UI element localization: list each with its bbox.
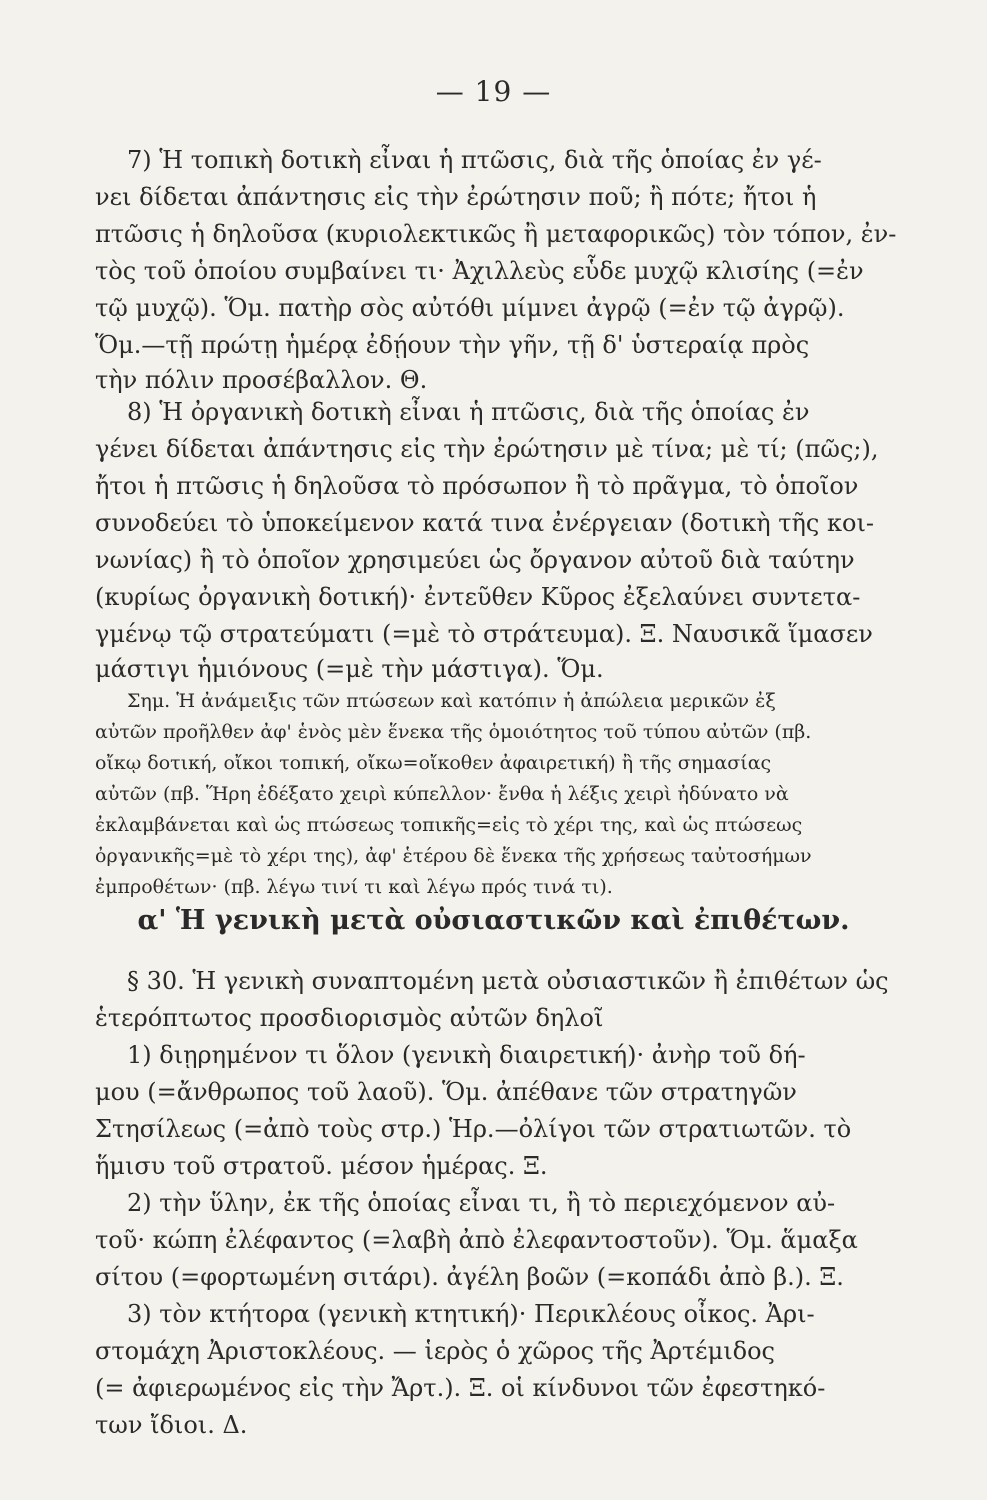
section30-line: μου (=ἄνθρωπος τοῦ λαοῦ). Ὅμ. ἀπέθανε τῶν στρατηγῶν bbox=[95, 1078, 797, 1106]
note-line: αὐτῶν (πβ. Ἥρη ἐδέξατο χειρὶ κύπελλον· ἔνθα ἡ λέξις χειρὶ ἠδύνατο νὰ bbox=[95, 783, 789, 805]
section8-line: συνοδεύει τὸ ὑποκείμενον κατά τινα ἐνέργειαν (δοτικὴ τῆς κοι- bbox=[95, 509, 874, 537]
note-line: ἐμπροθέτων· (πβ. λέγω τινί τι καὶ λέγω πρός τινά τι). bbox=[95, 876, 613, 898]
note-line: οἴκῳ δοτική, οἴκοι τοπική, οἴκω=οἴκοθεν ἀφαιρετική) ἢ τῆς σημασίας bbox=[95, 752, 772, 774]
section7-line: πτῶσις ἡ δηλοῦσα (κυριολεκτικῶς ἢ μεταφορικῶς) τὸν τόπον, ἐν- bbox=[95, 220, 897, 248]
section30-line: ἑτερόπτωτος προσδιορισμὸς αὐτῶν δηλοῖ bbox=[95, 1004, 604, 1032]
section8-line: γένει δίδεται ἀπάντησις εἰς τὴν ἐρώτησιν μὲ τίνα; μὲ τί; (πῶς;), bbox=[95, 435, 879, 463]
section30-line: § 30. Ἡ γενικὴ συναπτομένη μετὰ οὐσιαστικῶν ἢ ἐπιθέτων ὡς bbox=[127, 967, 889, 995]
section7-line: νει δίδεται ἀπάντησις εἰς τὴν ἐρώτησιν ποῦ; ἢ πότε; ἤτοι ἡ bbox=[95, 183, 817, 211]
section8-line: (κυρίως ὀργανικὴ δοτική)· ἐντεῦθεν Κῦρος ἐξελαύνει συντετα- bbox=[95, 583, 861, 611]
section30-line: 2) τὴν ὕλην, ἐκ τῆς ὁποίας εἶναι τι, ἢ τὸ περιεχόμενον αὐ- bbox=[127, 1189, 836, 1217]
section-heading: α' Ἡ γενικὴ μετὰ οὐσιαστικῶν καὶ ἐπιθέτων. bbox=[137, 905, 850, 936]
section30-line: ἥμισυ τοῦ στρατοῦ. μέσον ἡμέρας. Ξ. bbox=[95, 1152, 548, 1180]
section30-line: των ἴδιοι. Δ. bbox=[95, 1411, 248, 1439]
section30-line: στομάχη Ἀριστοκλέους. — ἱερὸς ὁ χῶρος τῆς Ἀρτέμιδος bbox=[95, 1337, 775, 1365]
section30-line: σίτου (=φορτωμένη σιτάρι). ἀγέλη βοῶν (=κοπάδι ἀπὸ β.). Ξ. bbox=[95, 1263, 844, 1291]
section30-line: Στησίλεως (=ἀπὸ τοὺς στρ.) Ἡρ.—ὀλίγοι τῶν στρατιωτῶν. τὸ bbox=[95, 1115, 852, 1143]
section8-line: νωνίας) ἢ τὸ ὁποῖον χρησιμεύει ὡς ὄργανον αὐτοῦ διὰ ταύτην bbox=[95, 546, 855, 574]
section7-line: 7) Ἡ τοπικὴ δοτικὴ εἶναι ἡ πτῶσις, διὰ τῆς ὁποίας ἐν γέ- bbox=[127, 146, 822, 174]
note-line: Σημ. Ἡ ἀνάμειξις τῶν πτώσεων καὶ κατόπιν ἡ ἀπώλεια μερικῶν ἐξ bbox=[127, 690, 776, 712]
section8-line: γμένῳ τῷ στρατεύματι (=μὲ τὸ στράτευμα). Ξ. Ναυσικᾶ ἵμασεν bbox=[95, 620, 873, 648]
section7-line: τῷ μυχῷ). Ὅμ. πατὴρ σὸς αὐτόθι μίμνει ἀγρῷ (=ἐν τῷ ἀγρῷ). bbox=[95, 294, 845, 322]
section8-line: 8) Ἡ ὀργανικὴ δοτικὴ εἶναι ἡ πτῶσις, διὰ τῆς ὁποίας ἐν bbox=[127, 398, 810, 426]
section30-line: 3) τὸν κτήτορα (γενικὴ κτητική)· Περικλέους οἶκος. Ἀρι- bbox=[127, 1300, 815, 1328]
section30-line: τοῦ· κώπη ἐλέφαντος (=λαβὴ ἀπὸ ἐλεφαντοστοῦν). Ὅμ. ἅμαξα bbox=[95, 1226, 858, 1254]
page-number: — 19 — bbox=[435, 75, 552, 108]
section7-line: τὸς τοῦ ὁποίου συμβαίνει τι· Ἀχιλλεὺς εὗδε μυχῷ κλισίης (=ἐν bbox=[95, 257, 864, 285]
section7-line: Ὅμ.—τῇ πρώτῃ ἡμέρᾳ ἐδῄουν τὴν γῆν, τῇ δ' ὑστεραίᾳ πρὸς bbox=[95, 331, 810, 359]
note-line: αὐτῶν προῆλθεν ἀφ' ἑνὸς μὲν ἕνεκα τῆς ὁμοιότητος τοῦ τύπου αὐτῶν (πβ. bbox=[95, 721, 812, 743]
section30-line: 1) διῃρημένον τι ὅλον (γενικὴ διαιρετική)· ἀνὴρ τοῦ δή- bbox=[127, 1041, 806, 1069]
section30-line: (= ἀφιερωμένος εἰς τὴν Ἄρτ.). Ξ. οἱ κίνδυνοι τῶν ἐφεστηκό- bbox=[95, 1374, 826, 1402]
section8-line: μάστιγι ἡμιόνους (=μὲ τὴν μάστιγα). Ὅμ. bbox=[95, 655, 604, 683]
note-line: ὀργανικῆς=μὲ τὸ χέρι της), ἀφ' ἑτέρου δὲ ἕνεκα τῆς χρήσεως ταὐτοσήμων bbox=[95, 845, 812, 867]
section7-line: τὴν πόλιν προσέβαλλον. Θ. bbox=[95, 366, 428, 394]
note-line: ἐκλαμβάνεται καὶ ὡς πτώσεως τοπικῆς=εἰς τὸ χέρι της, καὶ ὡς πτώσεως bbox=[95, 814, 803, 836]
section8-line: ἤτοι ἡ πτῶσις ἡ δηλοῦσα τὸ πρόσωπον ἢ τὸ πρᾶγμα, τὸ ὁποῖον bbox=[95, 472, 859, 500]
